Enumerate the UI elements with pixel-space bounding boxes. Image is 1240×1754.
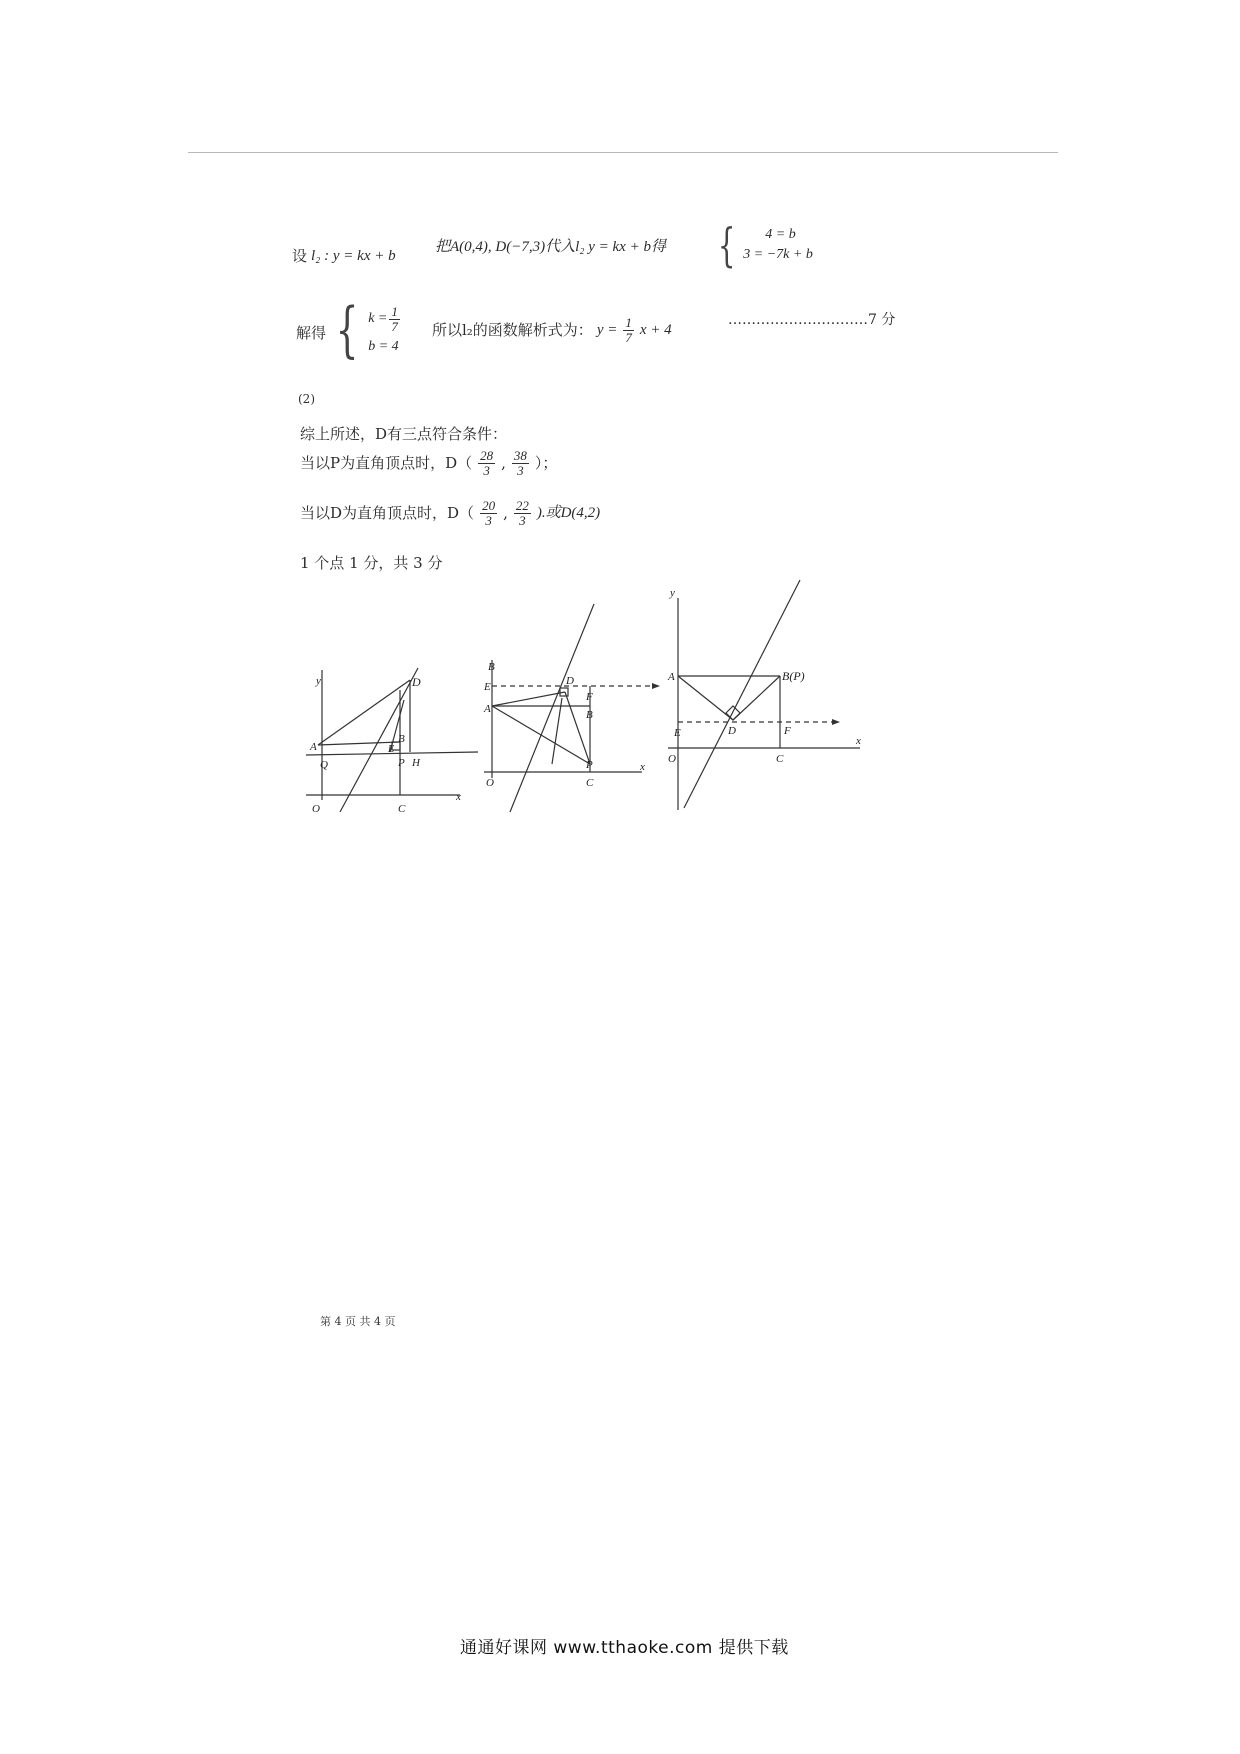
case-d-y-den: 3 (519, 512, 526, 528)
case-p-x-den: 3 (483, 462, 490, 478)
fig3-label-BP: B(P) (782, 669, 805, 683)
figure-1 (306, 668, 478, 812)
case-d-line: 当以D为直角顶点时，D（ $\frac{20}{3}$ , $\frac{22}{3}$ ).或D(4,2) (300, 498, 601, 528)
fig2-arrowhead (652, 683, 660, 689)
k-lhs: k = (368, 311, 388, 326)
k-numerator: 1 (391, 303, 398, 319)
fig3-label-y: y (670, 587, 675, 599)
figure-2 (484, 604, 655, 812)
page-number: 第 4 页 共 4 页 (320, 1315, 396, 1328)
fig1-label-C: C (398, 803, 406, 815)
fig2-label-P: P (586, 759, 593, 771)
scoring-text: 1 个点 1 分，共 3 分 (300, 554, 443, 572)
fig2-label-B: B (586, 709, 593, 721)
fig2-slanted-line (510, 604, 594, 812)
case-d-suffix: ).或D(4,2) (536, 504, 601, 521)
summary-text: 综上所述，D有三点符合条件： (300, 425, 508, 443)
system-row-1: 4 = b (765, 227, 796, 242)
fig1-label-E: E (388, 744, 395, 755)
fig1-label-D: D (412, 675, 421, 689)
case-p-x-num: 28 (480, 448, 494, 463)
fig2-line-ap (492, 706, 590, 764)
fig3-label-D: D (728, 725, 736, 737)
y-numerator: 1 (625, 315, 632, 330)
fig2-label-A: A (484, 703, 491, 715)
case-p-y-num: 38 (513, 448, 527, 463)
fig1-slanted-line (340, 668, 418, 812)
set-prefix: 设 (292, 247, 308, 265)
fig2-label-C: C (586, 777, 594, 789)
case-p-prefix: 当以P为直角顶点时，D（ (300, 453, 473, 472)
fig2-label-x: x (640, 761, 645, 773)
fig2-label-O: O (486, 777, 494, 789)
left-brace: { (717, 218, 736, 272)
case-d-x-num: 20 (482, 498, 496, 513)
left-brace: { (335, 295, 359, 365)
fig3-label-x: x (856, 735, 861, 747)
result-prefix: 所以l₂的函数解析式为： (432, 320, 593, 339)
fig1-label-A: A (310, 741, 317, 753)
fig1-label-Q: Q (320, 759, 328, 771)
fig3-label-O: O (668, 753, 676, 765)
k-denominator: 7 (391, 318, 398, 334)
fig2-label-D: D (566, 675, 574, 687)
case-d-y-num: 22 (515, 498, 529, 513)
case-p-y-den: 3 (517, 462, 524, 478)
line-definition: l₂ : y = kx + b (311, 248, 396, 264)
case-p-suffix: ）； (534, 453, 558, 472)
substitution-sentence: 把A(0,4), D(−7,3)代入l₂ y = kx + b得 (435, 239, 666, 255)
fig1-label-y: y (316, 675, 321, 687)
fig1-label-P: P (398, 757, 405, 769)
fig3-arrowhead (832, 719, 840, 725)
fig2-label-F: F (586, 691, 593, 703)
figure-3 (668, 580, 860, 810)
y-denominator: 7 (625, 329, 632, 345)
fig2-line-d-p2 (552, 698, 562, 764)
fig3-line-ad (678, 676, 733, 720)
fig1-label-x: x (456, 791, 461, 803)
case-d-prefix: 当以D为直角顶点时，D（ (300, 503, 475, 522)
solve-text: 解得 (296, 324, 327, 342)
b-solution: b = 4 (368, 339, 399, 355)
y-rest: x + 4 (639, 321, 672, 338)
fig1-label-B: B (398, 733, 405, 745)
case-d-x-den: 3 (485, 512, 492, 528)
score-text: …………………………7 分 (728, 312, 896, 328)
fig2-label-B-top: B (488, 661, 495, 673)
fig3-label-A: A (668, 671, 675, 683)
fig1-label-H: H (412, 757, 420, 769)
case-p-line: 当以P为直角顶点时，D（ $\frac{28}{3}$ , $\frac{38}{3}$ ）； (300, 448, 558, 478)
footer-credit: 通通好课网 www.tthaoke.com 提供下载 (460, 1638, 789, 1658)
fig3-label-C: C (776, 753, 784, 765)
system-row-2: 3 = −7k + b (743, 247, 813, 262)
fig1-label-O: O (312, 803, 320, 815)
part2-label: (2) (298, 392, 315, 406)
fig1-line-ad (318, 680, 410, 745)
fig3-label-E: E (674, 727, 681, 739)
y-lhs: y = (596, 321, 618, 338)
fig2-label-E: E (484, 681, 491, 693)
fig3-label-F: F (784, 725, 791, 737)
